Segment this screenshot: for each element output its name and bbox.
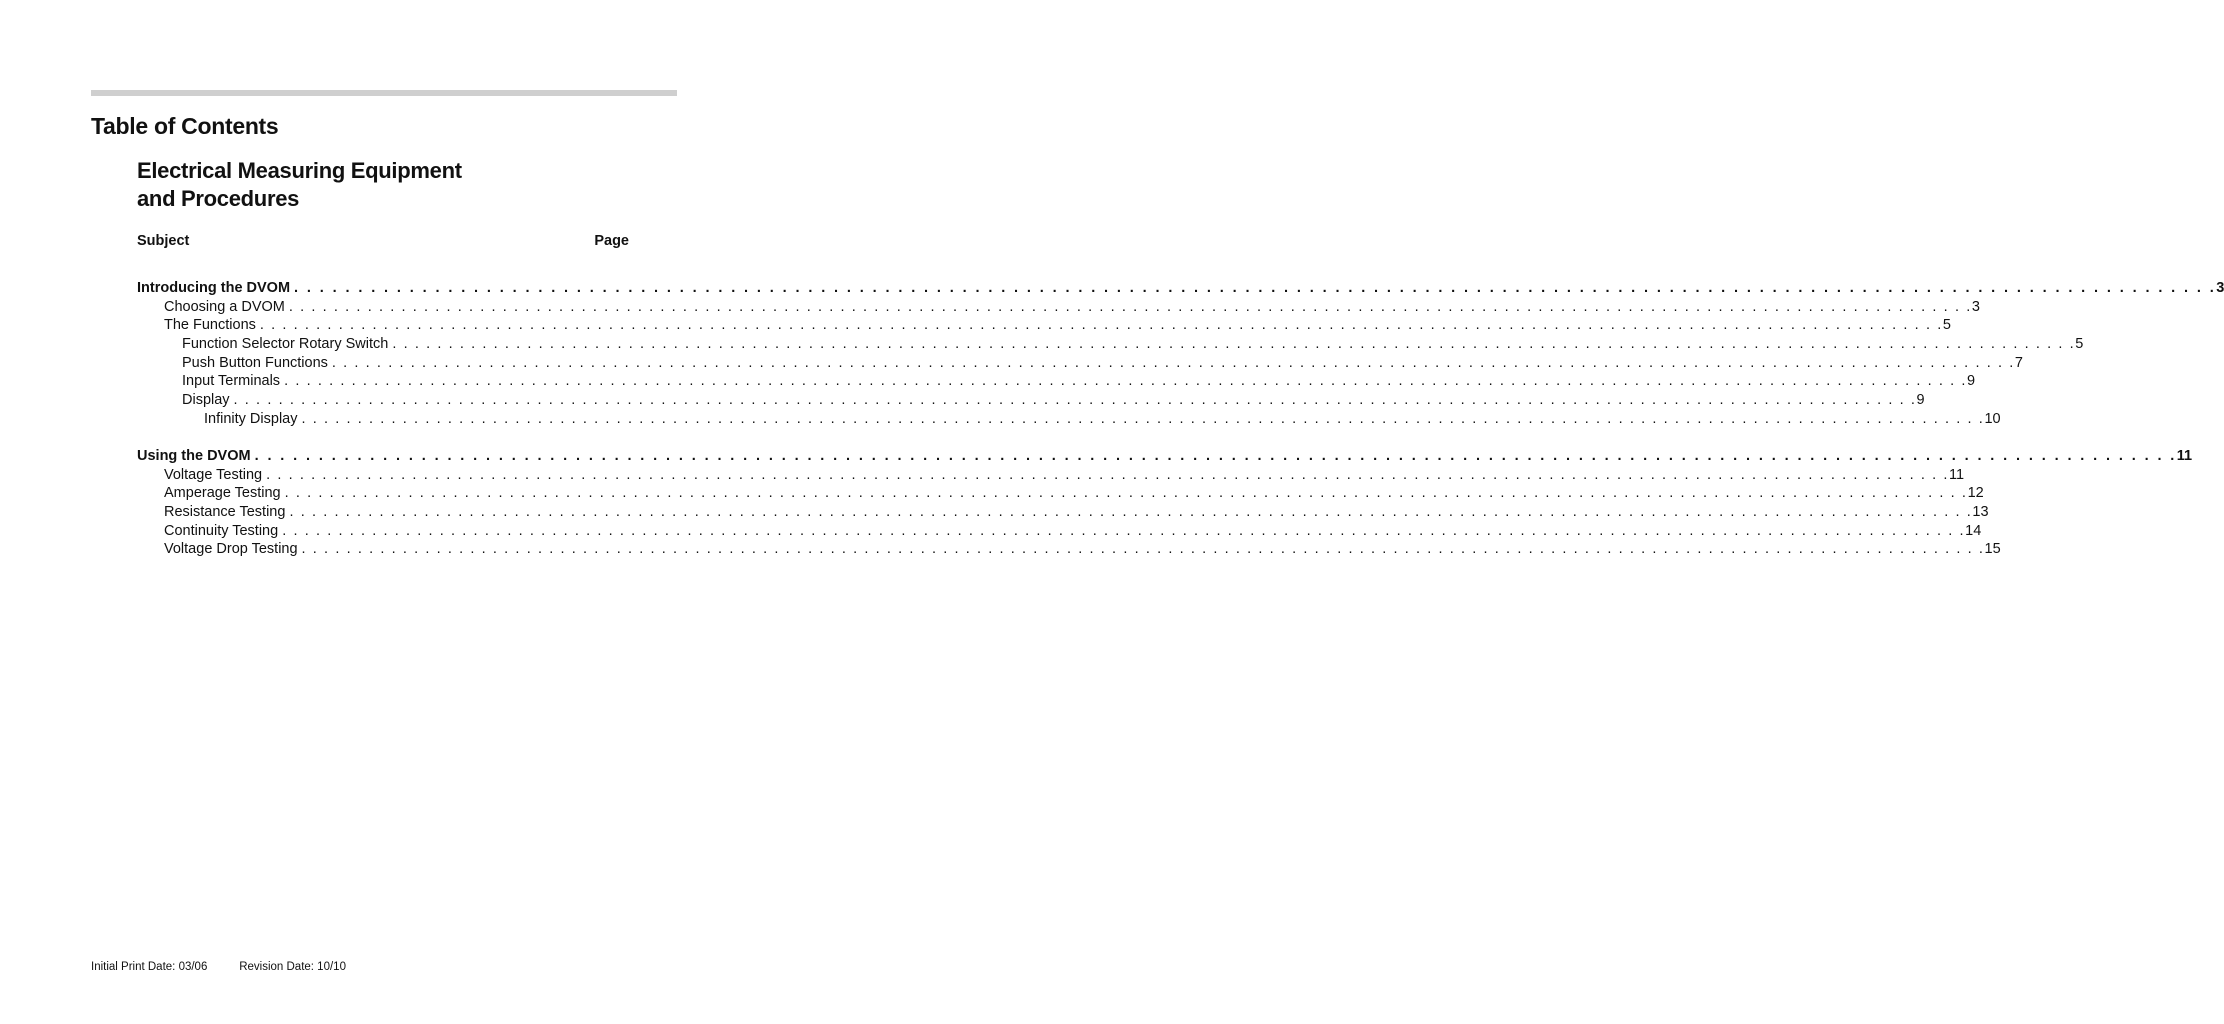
toc-entry-page-number: 5 [2075,335,2084,352]
toc-dot-leader: . . . . . . . . . . . . . . . . . . . . . . . . . . . . . . . . . . . . . . . . . . . . . . . . . . . . . . . . . . . . . . . . . . . . . . . . . . . . . . . . . . . . . . . . . . . . . . . . . . . . . . . . . . . . . . . . . . . . . . . . . . . . . . . . . . . . . . . . . . . . . . . . . . . . . . [282,522,1966,539]
toc-entry-label: Choosing a DVOM [164,298,285,315]
document-title [137,157,462,213]
toc-dot-leader: . . . . . . . . . . . . . . . . . . . . . . . . . . . . . . . . . . . . . . . . . . . . . . . . . . . . . . . . . . . . . . . . . . . . . . . . . . . . . . . . . . . . . . . . . . . . . . . . . . . . . . . . . . . . . . . . . . . . . . . . . . . . . . . . . . . . . . . . . . . . . . . . . . . . . . [259,317,1943,334]
toc-entry-label: Voltage Drop Testing [164,541,298,558]
toc-entry[interactable] [137,298,1980,317]
toc-entry-label: Infinity Display [204,410,298,427]
toc-entry-page-number: 14 [1965,522,1982,539]
toc-entry[interactable] [137,447,2193,466]
toc-entry-label: Display [182,391,230,408]
toc-entry-page-number: 15 [1984,541,2001,558]
toc-entry-page-number: 11 [2176,447,2193,464]
document-title-line-1: Electrical Measuring Equipment [137,158,462,183]
toc-dot-leader: . . . . . . . . . . . . . . . . . . . . . . . . . . . . . . . . . . . . . . . . . . . . . . . . . . . . . . . . . . . . . . . . . . . . . . . . . . . . . . . . . . . . . . . . . . . . . . . . . . . . . . . . . . . . . . . . . . . . . . . . . . . . . . . . . . . . . . . . . . . . . . . . . . . . . . [284,485,1968,502]
toc-entry[interactable] [137,410,2001,429]
toc-entry-page-number: 9 [1916,391,1925,408]
toc-dot-leader: . . . . . . . . . . . . . . . . . . . . . . . . . . . . . . . . . . . . . . . . . . . . . . . . . . . . . . . . . . . . . . . . . . . . . . . . . . . . . . . . . . . . . . . . . . . . . . . . . . . . . . . . . . . . . . . . . . . . . . . . . . . . . . . . . . . . . . . . . . . . . . . . . . . . . . [284,373,1968,390]
toc-entry[interactable] [137,279,2224,298]
toc-entry[interactable] [137,391,1925,410]
toc-entry-page-number: 12 [1967,485,1984,502]
initial-print-date: Initial Print Date: 03/06 [91,961,208,973]
toc-entry-page-number: 5 [1942,317,1951,334]
toc-heading: Table of Contents [91,113,279,139]
document-title-line-2: and Procedures [137,186,300,211]
toc-entry-page-number: 13 [1972,503,1989,520]
toc-entry-label: Function Selector Rotary Switch [182,335,389,352]
toc-entry-page-number: 10 [1984,410,2001,427]
toc-entry-page-number: 3 [1971,298,1980,315]
toc-entry-label: The Functions [164,317,256,334]
toc-entry-label: Voltage Testing [164,466,263,483]
toc-dot-leader: . . . . . . . . . . . . . . . . . . . . . . . . . . . . . . . . . . . . . . . . . . . . . . . . . . . . . . . . . . . . . . . . . . . . . . . . . . . . . . . . . . . . . . . . . . . . . . . . . . . . . . . . . . . . . . . . . . . . . . . . . . . . . . . . . . . . . . . . . . . . . . . . . . . . . . [331,354,2015,371]
toc-dot-leader: . . . . . . . . . . . . . . . . . . . . . . . . . . . . . . . . . . . . . . . . . . . . . . . . . . . . . . . . . . . . . . . . . . . . . . . . . . . . . . . . . . . . . . . . . . . . . . . . . . . . . . . . . . . . . . . . . . . . . . . . . . . . . . . . . . . . . . . . . . . . . . . . . . . . . . [266,466,1950,483]
toc-dot-leader: . . . . . . . . . . . . . . . . . . . . . . . . . . . . . . . . . . . . . . . . . . . . . . . . . . . . . . . . . . . . . . . . . . . . . . . . . . . . . . . . . . . . . . . . . . . . . . . . . . . . . . . . . . . . . . . . . . . . . . . . . . . . . . . . . . . . . . . . . . . . . . . . . . . . . . [233,391,1917,408]
toc-entry[interactable] [137,316,1951,335]
toc-entry-page-number: 3 [2216,280,2224,296]
subject-column-header: Subject [137,233,190,249]
toc-entry[interactable] [137,466,1965,485]
toc-dot-leader: . . . . . . . . . . . . . . . . . . . . . . . . . . . . . . . . . . . . . . . . . . . . . . . . . . . . . . . . . . . . . . . . . . . . . . . . . . . . . . . . . . . . . . . . . . . . . . . . . . . . . . . . . . . . . . . . . . . . . . . . . . . . . . . . . . . . . . . . . . . . . . . . . . . . . . [392,335,2076,352]
toc-entry-label: Push Button Functions [182,354,328,371]
toc-entry-page-number: 11 [1949,466,1965,483]
top-rule [91,90,677,96]
toc-dot-leader: . . . . . . . . . . . . . . . . . . . . . . . . . . . . . . . . . . . . . . . . . . . . . . . . . . . . . . . . . . . . . . . . . . . . . . . . . . . . . . . . . . . . . . . . . . . . . . . . . . . . . . . . . . . . . . . . . . . . . . . . . . . . . . . . . . . . . . . . . . . . . . . . . . . . . . [294,280,2217,296]
toc-entry-page-number: 9 [1967,373,1976,390]
toc-entry-label: Continuity Testing [164,522,279,539]
toc-entry[interactable] [137,503,1989,522]
toc-entry[interactable] [137,335,2084,354]
toc-dot-leader: . . . . . . . . . . . . . . . . . . . . . . . . . . . . . . . . . . . . . . . . . . . . . . . . . . . . . . . . . . . . . . . . . . . . . . . . . . . . . . . . . . . . . . . . . . . . . . . . . . . . . . . . . . . . . . . . . . . . . . . . . . . . . . . . . . . . . . . . . . . . . . . . . . . . . . [254,447,2177,464]
toc-entry[interactable] [137,540,2001,559]
toc-dot-leader: . . . . . . . . . . . . . . . . . . . . . . . . . . . . . . . . . . . . . . . . . . . . . . . . . . . . . . . . . . . . . . . . . . . . . . . . . . . . . . . . . . . . . . . . . . . . . . . . . . . . . . . . . . . . . . . . . . . . . . . . . . . . . . . . . . . . . . . . . . . . . . . . . . . . . . [289,503,1973,520]
toc-entry[interactable] [137,522,1982,541]
toc-dot-leader: . . . . . . . . . . . . . . . . . . . . . . . . . . . . . . . . . . . . . . . . . . . . . . . . . . . . . . . . . . . . . . . . . . . . . . . . . . . . . . . . . . . . . . . . . . . . . . . . . . . . . . . . . . . . . . . . . . . . . . . . . . . . . . . . . . . . . . . . . . . . . . . . . . . . . . [301,410,1985,427]
revision-date: Revision Date: 10/10 [239,961,346,973]
toc-entry-page-number: 7 [2014,354,2023,371]
toc-entry[interactable] [137,354,2023,373]
toc-entry-label: Using the DVOM [137,447,251,464]
page-column-header: Page [594,233,629,249]
toc-dot-leader: . . . . . . . . . . . . . . . . . . . . . . . . . . . . . . . . . . . . . . . . . . . . . . . . . . . . . . . . . . . . . . . . . . . . . . . . . . . . . . . . . . . . . . . . . . . . . . . . . . . . . . . . . . . . . . . . . . . . . . . . . . . . . . . . . . . . . . . . . . . . . . . . . . . . . . [288,298,1972,315]
toc-dot-leader: . . . . . . . . . . . . . . . . . . . . . . . . . . . . . . . . . . . . . . . . . . . . . . . . . . . . . . . . . . . . . . . . . . . . . . . . . . . . . . . . . . . . . . . . . . . . . . . . . . . . . . . . . . . . . . . . . . . . . . . . . . . . . . . . . . . . . . . . . . . . . . . . . . . . . . [301,541,1985,558]
toc-entry[interactable] [137,484,1984,503]
toc-entry-label: Introducing the DVOM [137,280,291,296]
toc-list [137,279,2224,559]
toc-entry-label: Resistance Testing [164,503,286,520]
toc-entry[interactable] [137,372,1976,391]
toc-entry-label: Amperage Testing [164,485,281,502]
toc-entry-label: Input Terminals [182,373,281,390]
footer [91,960,346,974]
